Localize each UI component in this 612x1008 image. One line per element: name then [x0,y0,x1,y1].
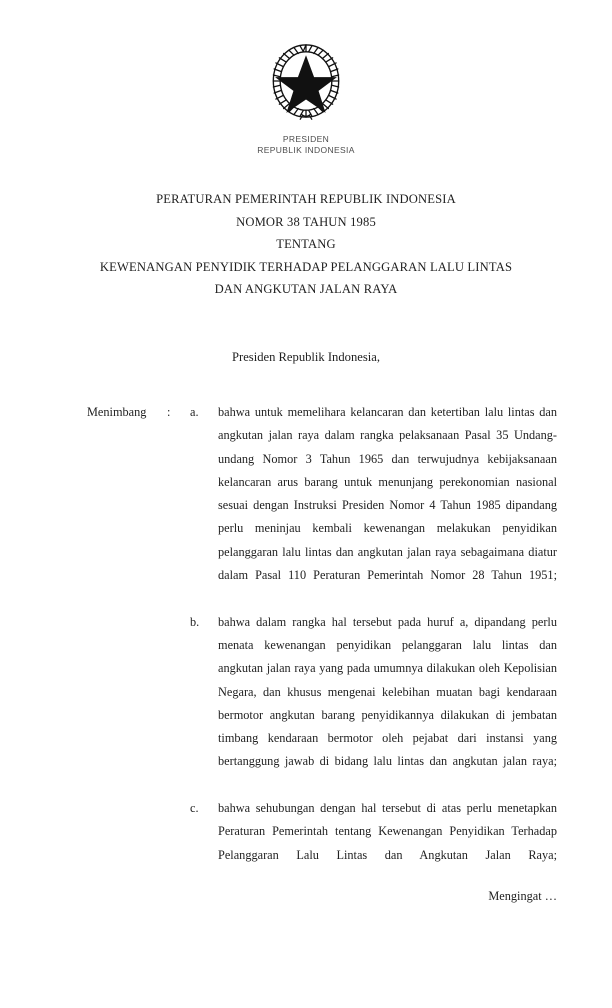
considerans-item-marker: b. [190,614,200,629]
considerans-label: Menimbang [87,405,147,419]
indonesian-presidential-star-wreath-icon [263,38,349,124]
title-line-about: TENTANG [276,237,336,251]
title-line-subject-2: DAN ANGKUTAN JALAN RAYA [214,282,398,296]
considerans-item [190,797,557,890]
considerans-colon: : [167,405,171,419]
considerans-item-marker: a. [190,405,199,419]
document-title [0,188,612,301]
considerans-item [190,611,557,797]
title-line-subject-1: KEWENANGAN PENYIDIK TERHADAP PELANGGARAN LALU LINTAS [99,259,513,274]
opening-line: Presiden Republik Indonesia, [232,350,380,364]
emblem-caption [0,134,612,155]
title-line-number: NOMOR 38 TAHUN 1985 [236,214,376,229]
emblem-caption-line-2: REPUBLIK INDONESIA [257,144,355,155]
considerans-item-text: bahwa untuk memelihara kelancaran dan ketertiban lalu lintas dan angkutan jalan raya dalam rangka pelaksanaan Pasal 35 Undang-undang Nomor 3 Tahun 1965 dan terwujudnya kebijaksanaan kelancaran arus barang untuk menunjang perekonomian nasional sesuai dengan Instruksi Presiden Nomor 4 Tahun 1985 dipandang perlu meninjau kembali kewenangan melakukan penyidikan pelanggaran lalu lintas dan angkutan jalan raya sebagaimana diatur dalam Pasal 110 Peraturan Pemerintah Nomor 28 Tahun 1951; [218,405,557,583]
considerans-item [190,401,557,611]
considerans-items [190,401,557,890]
considerans-item-text: bahwa dalam rangka hal tersebut pada huruf a, dipandang perlu menata kewenangan penyidikan pelanggaran lalu lintas dan angkutan jalan raya yang pada umumnya dilakukan oleh Kepolisian Negara, dan khusus mengenai kelebihan muatan bagi kendaraan bermotor angkutan barang penyidikannya dilakukan di jembatan timbang kendaraan bermotor oleh pejabat dari instansi yang bertanggung jawab di bidang lalu lintas dan angkutan jalan raya; [218,614,557,769]
title-line-regulation: PERATURAN PEMERINTAH REPUBLIK INDONESIA [156,192,456,206]
emblem-caption-line-1: PRESIDEN [282,134,330,144]
considerans-item-marker: c. [190,801,199,816]
considerans-row [87,401,557,890]
considerans-item-text: bahwa sehubungan dengan hal tersebut di atas perlu menetapkan Peraturan Pemerintah tentang Kewenangan Penyidikan Terhadap Pelanggaran Lalu Lintas dan Angkutan Jalan Raya; [218,801,557,862]
page-catchword: Mengingat … [488,889,557,903]
considerans-section [87,401,557,890]
emblem-block [0,38,612,155]
